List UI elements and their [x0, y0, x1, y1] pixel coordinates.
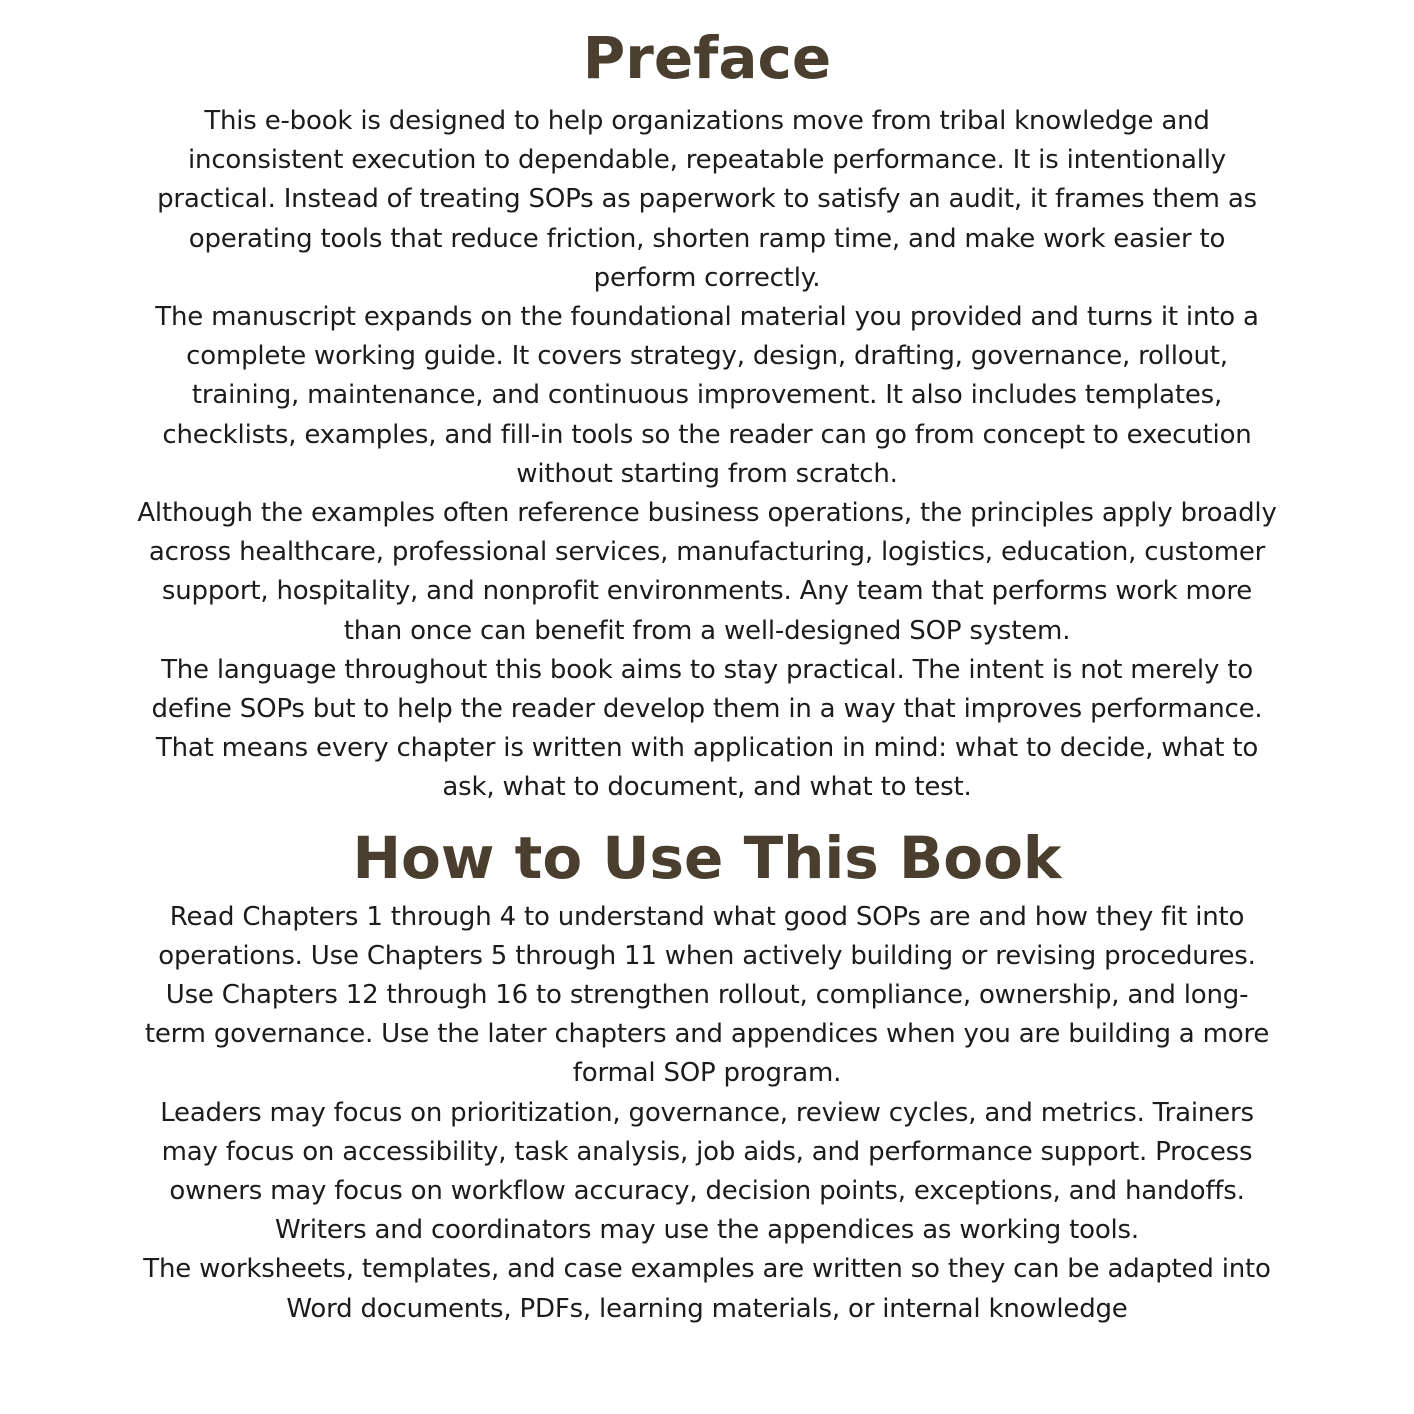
preface-paragraph: Although the examples often reference business operations, the principles apply broadly across healthcare, professional services, manufacturing, logistics, education, customer support, hospitality, and nonprofit environments. Any team that performs work more than once can benefit from a well-designed SOP system. [137, 498, 1277, 646]
how-to-use-paragraph: Leaders may focus on prioritization, governance, review cycles, and metrics. Trainers may focus on accessibility, task analysis, job aids, and performance support. Process owners may focus on workflow accuracy, decision points, exceptions, and handoffs. Writers and coordinators may use the appendices as working tools. [160, 1097, 1254, 1246]
how-to-use-paragraph: Read Chapters 1 through 4 to understand what good SOPs are and how they fit into operations. Use Chapters 5 through 11 when actively building or revising procedures. Use Chapters 12 through 16 to strengthen rollout, compliance, ownership, and long-term governance. Use the later chapters and appendices when you are building a more formal SOP program. [144, 901, 1270, 1089]
preface-paragraph: This e-book is designed to help organizations move from tribal knowledge and inconsistent execution to dependable, repeatable performance. It is intentionally practical. Instead of treating SOPs as paperwork to satisfy an audit, it frames them as operating tools that reduce friction, shorten ramp time, and make work easier to perform correctly. [157, 106, 1257, 293]
preface-heading: Preface [582, 24, 832, 92]
preface-paragraph: The manuscript expands on the foundational material you provided and turns it into a complete working guide. It covers strategy, design, drafting, governance, rollout, training, maintenance, and continuous improvement. It also includes templates, checklists, examples, and fill-in tools so the reader can go from concept to execution without starting from scratch. [155, 302, 1259, 489]
how-to-use-paragraph: The worksheets, templates, and case examples are written so they can be adapted into Word documents, PDFs, learning materials, or internal knowledge [143, 1254, 1271, 1324]
how-to-use-body [137, 898, 1277, 1329]
preface-body [137, 102, 1277, 808]
how-to-use-heading: How to Use This Book [352, 823, 1062, 892]
preface-paragraph: The language throughout this book aims to stay practical. The intent is not merely to define SOPs but to help the reader develop them in a way that improves performance. That means every chapter is written with application in mind: what to decide, what to ask, what to document, and what to test. [151, 654, 1263, 803]
